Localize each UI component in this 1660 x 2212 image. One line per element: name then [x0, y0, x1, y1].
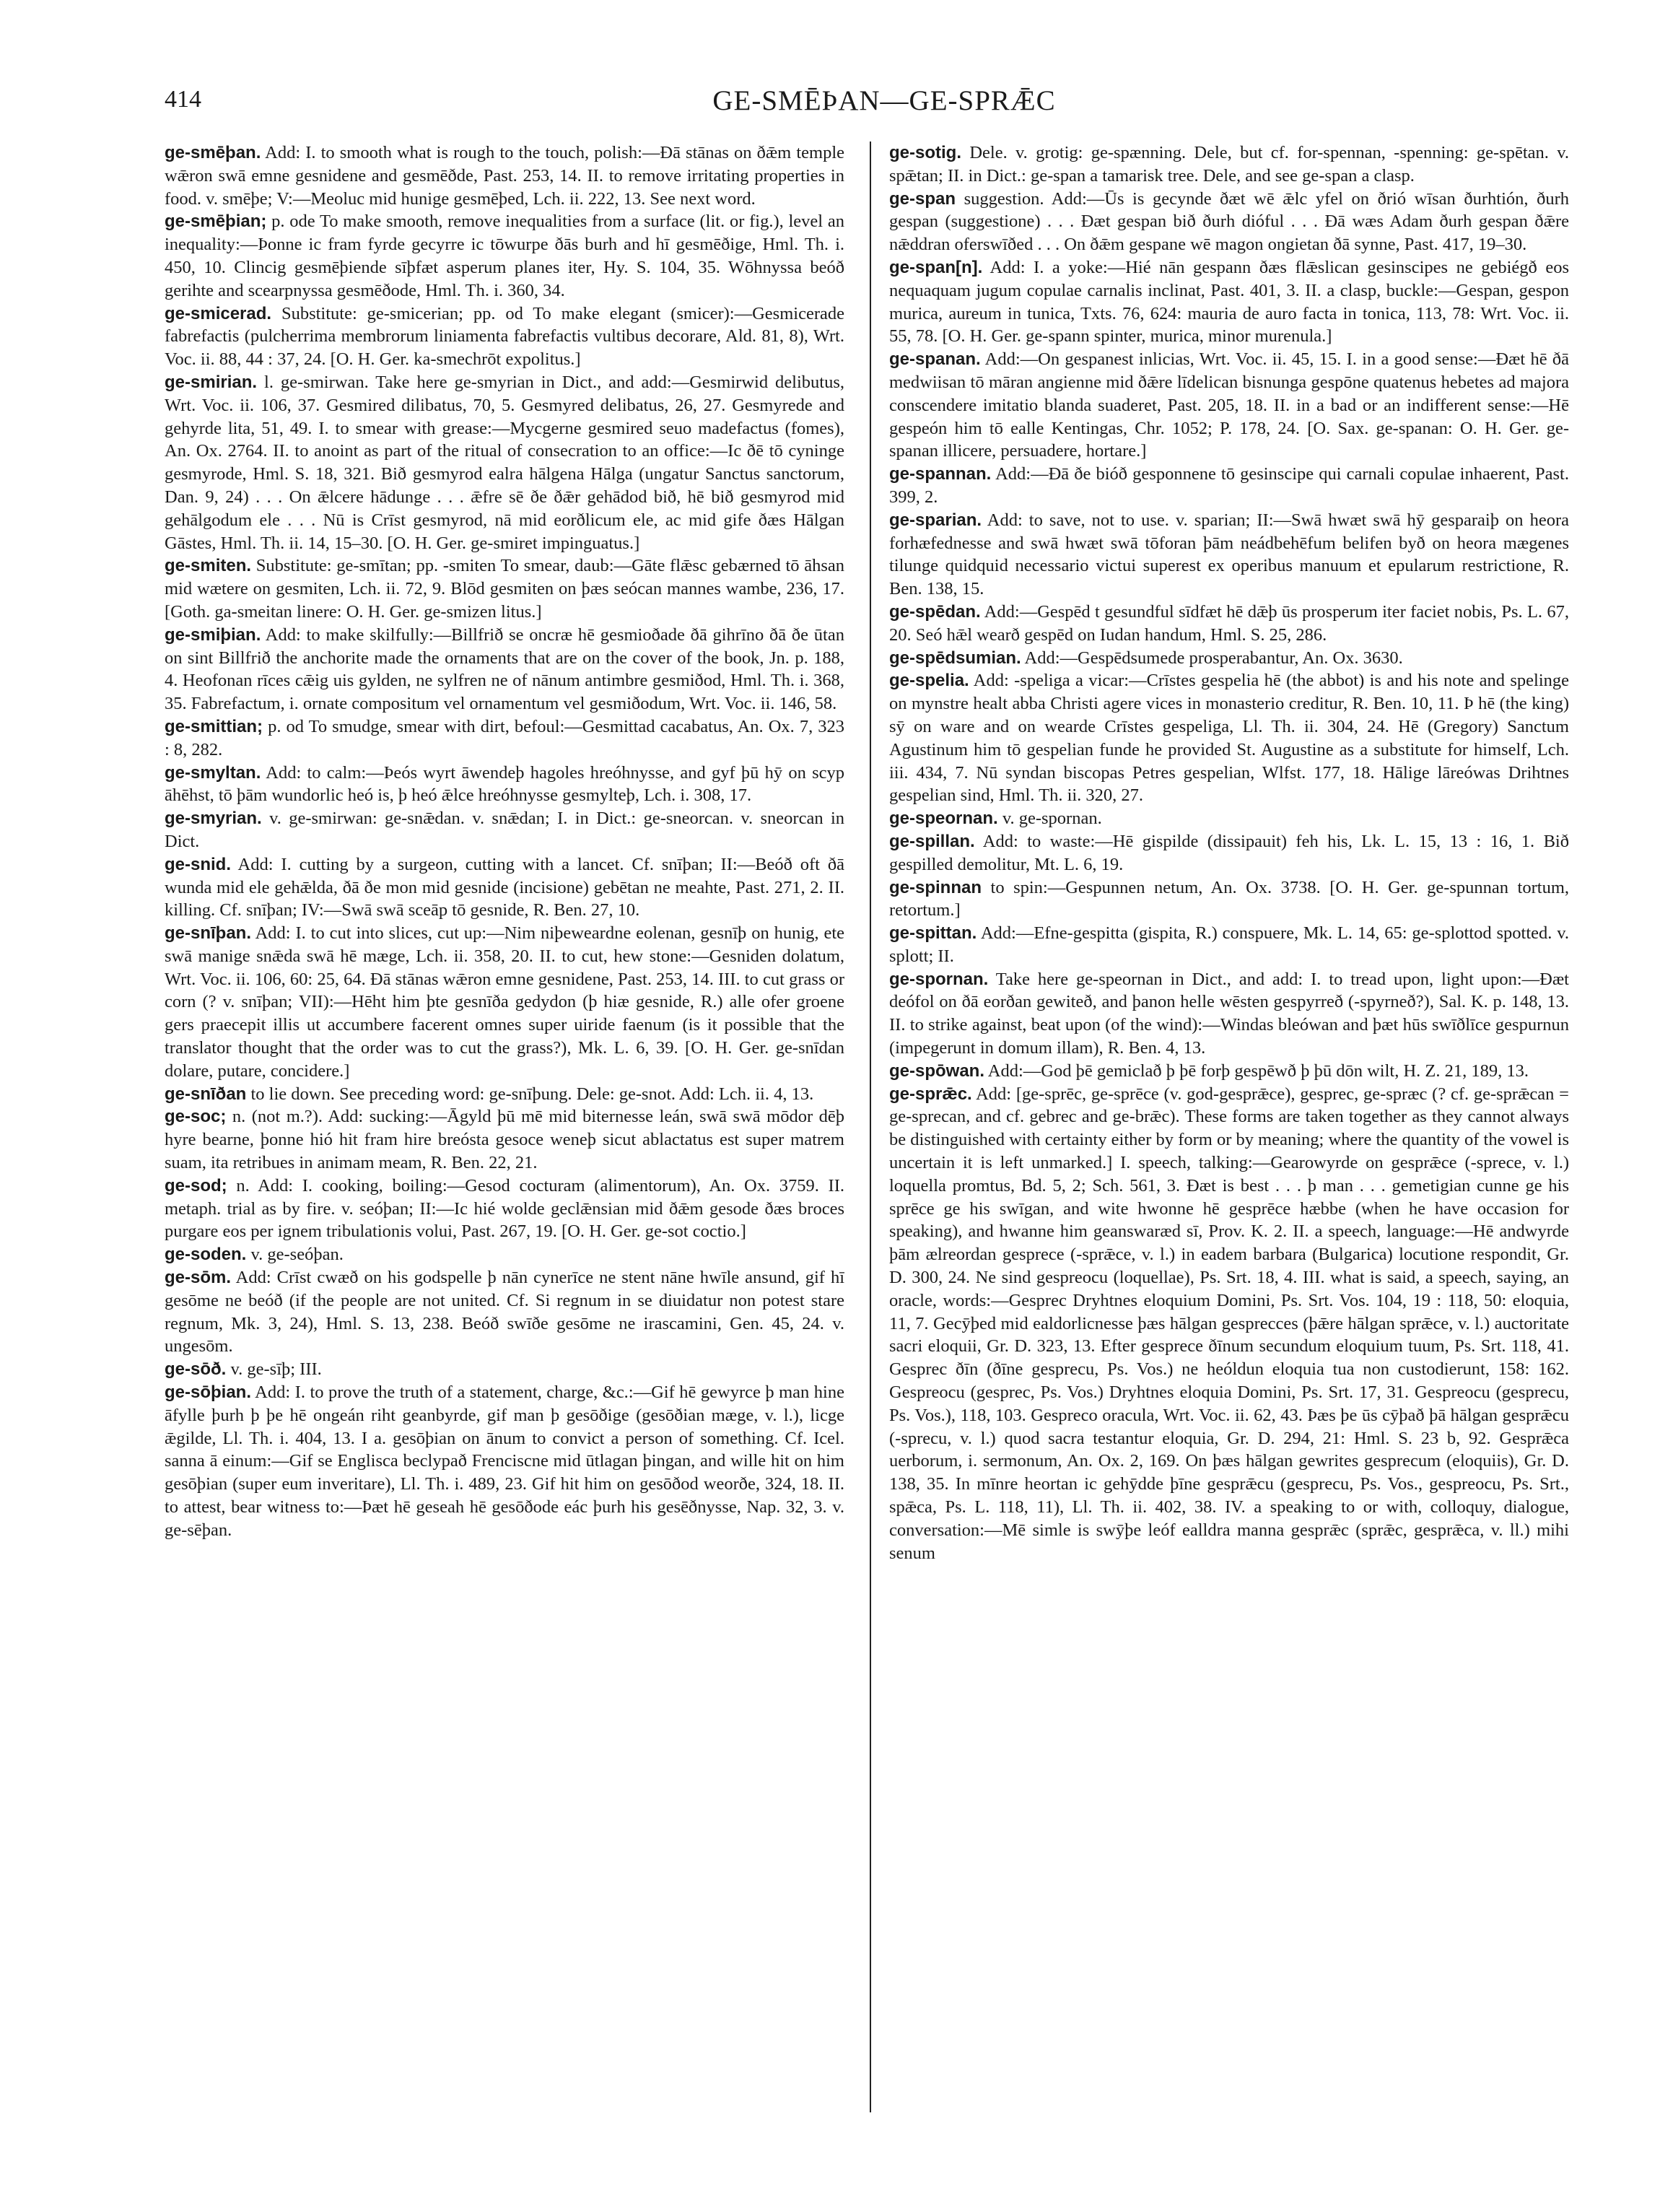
dictionary-entry [165, 302, 844, 371]
dictionary-entry [165, 853, 844, 922]
entry-definition: Add:—Ðā ðe bióð gesponnene tō gesinscipe qui carnali copulae inhaerent, Past. 399, 2. [889, 464, 1569, 507]
dictionary-entry [889, 1083, 1569, 1565]
entry-headword: ge-spillan. [889, 831, 975, 851]
dictionary-entry [165, 210, 844, 302]
dictionary-entry [165, 1266, 844, 1358]
page-number: 414 [165, 86, 201, 113]
dictionary-entry [165, 141, 844, 210]
entry-definition: p. od To smudge, smear with dirt, befoul:—Gesmittad cacabatus, An. Ox. 7, 323 : 8, 282. [165, 716, 844, 759]
entry-definition: n. (not m.?). Add: sucking:—Āgyld þū mē mid biternesse leán, swā swā mōdor dēþ hyre bearne, þonne hió hit fram hire breósta gesoce weneþ sicut ablactatus est super matrem suam, ita retribues in animam meam, R. Ben. 22, 21. [165, 1107, 844, 1173]
entry-headword: ge-snīþan. [165, 923, 252, 944]
entry-definition: Add:—Gespēd t gesundful sīdfæt hē dǣþ ūs prosperum iter faciet nobis, Ps. L. 67, 20. Seó hǣl wearð gespēd on Iudan handum, Hml. S. 25, 286. [889, 601, 1569, 645]
dictionary-entry [165, 554, 844, 623]
entry-definition: Add: [ge-sprēc, ge-sprēce (v. god-gesprǣce), gesprec, ge-spræc (? cf. ge-sprǣcan = ge-sprecan, and cf. gebrec and ge-brǣc). These forms are taken together as they cannot always be distinguished with certainty either by form or by meaning; where the quantity of the vowel is uncertain it is left unmarked.] I. speech, talking:—Gearowyrde on gesprǣce (-sprece, v. l.) loquella promtus, Bd. 5, 2; Sch. 561, 3. Ðæt is best . . . þ man . . . gemetigian cunne ge his sprēce ge his swīgan, and wite hwonne hē gesprēce hæbbe (when he have occasion for speaking), and hwanne him geanswaræd sī, Prov. K. 2. II. a speech, language:—Hē andwyrde þām ælreordan gesprece (-sprǣce, v. l.) in eadem barbara (Bulgarica) locutione respondit, Gr. D. 300, 24. Ne sind gespreocu (loquellae), Ps. Srt. 18, 4. III. what is said, a speech, saying, an oracle, words:—Gesprec Dryhtnes eloquium Domini, Ps. Srt. Vos. 104, 19 : 118, 50: eloquia, 11, 7. Gecȳþed mid ealdorlicnesse þæs hālgan gesprecces (þǣre hālgan sprǣce, v. l.) auctoritate sacri eloquii, Gr. D. 323, 13. Efter gesprece ðīnum secundum eloquium tuum, Ps. Srt. 118, 41. Gesprec ðīn (ðīne gesprecu, Ps. Vos.) ne heóldun eloquia tua non custodierunt, 158: 162. Gespreocu (gesprec, Ps. Vos.) Dryhtnes eloquia Domini, Ps. Srt. 17, 31. Gespreocu (gesprecu, Ps. Vos.), 118, 103. Gespreco oracula, Wrt. Voc. ii. 62, 43. Þæs þe ūs cȳþað þā hālgan gesprǣcu (-sprecu, v. l.) quod sacra testantur eloquia, Gr. D. 294, 21: Hml. S. 23 b, 92. Gesprǣca uerborum, i. sermonum, An. Ox. 2, 169. On þæs hālgan gewrites gesprecum (eloquiis), Gr. D. 138, 35. In mīnre heortan ic gehȳdde þīne gesprǣcu (gesprecu, Ps. Vos., gespreocu, Ps. Srt., spǣca, Ps. L. 118, 11), Ll. Th. ii. 402, 38. IV. a speaking to or with, colloquy, dialogue, conversation:—Mē simle is swȳþe leóf ealldra manna gesprǣc (sprǣc, gesprǣca, v. ll.) mihi senum [889, 1084, 1569, 1563]
entry-definition: Add: to calm:—Þeós wyrt āwendeþ hagoles hreóhnysse, and gyf þū hȳ on scyp āhēhst, tō þām wundorlic heó is, þ heó ǣlce hreóhnysse gesmylteþ, Lch. i. 308, 17. [165, 762, 844, 806]
dictionary-entry [889, 1060, 1569, 1083]
entry-definition: to lie down. See preceding word: ge-snīþung. Dele: ge-snot. Add: Lch. ii. 4, 13. [250, 1084, 814, 1104]
dictionary-entry [889, 876, 1569, 923]
left-column [165, 141, 844, 2127]
entry-headword: ge-spittan. [889, 923, 977, 944]
dictionary-entry [889, 256, 1569, 348]
entry-headword: ge-speornan. [889, 809, 998, 829]
dictionary-entry [889, 968, 1569, 1060]
entry-definition: Take here ge-speornan in Dict., and add: I. to tread upon, light upon:—Ðæt deófol on ðā eorðan gewiteð, and þanon helle wēsten gespyrreð (-spyrneð?), Sal. K. p. 148, 13. II. to strike against, beat upon (of the wind):—Windas bleówan and þæt hūs swīðlīce gespurnun (impegerunt in domum illam), R. Ben. 4, 13. [889, 969, 1569, 1058]
entry-headword: ge-smiþian. [165, 624, 261, 645]
entry-definition: Add: Crīst cwæð on his godspelle þ nān cynerīce ne stent nāne hwīle ansund, gif hī gesōme ne beóð (if the people are not united. Cf. Si regnum in se diuidatur non potest stare regnum, Mk. 3, 24), Hml. S. 13, 238. Beóð swīðe gesōme ne irascamini, Gen. 45, 24. v. ungesōm. [165, 1268, 844, 1357]
entry-definition: v. ge-spornan. [1002, 809, 1102, 829]
dictionary-entry [889, 807, 1569, 830]
dictionary-entry [889, 188, 1569, 256]
entry-headword: ge-spēdsumian. [889, 648, 1021, 668]
dictionary-entry [889, 463, 1569, 509]
entry-headword: ge-snid. [165, 854, 232, 874]
entry-headword: ge-sōm. [165, 1268, 232, 1288]
entry-definition: n. Add: I. cooking, boiling:—Gesod cocturam (alimentorum), An. Ox. 3759. II. metaph. trial as by fire. v. seóþan; II:—Ic hié wolde geclǣnsian mid ðǣm gesode ðæs broces purgare eos per ignem tribulationis volui, Past. 267, 19. [O. H. Ger. ge-sot coctio.] [165, 1175, 844, 1242]
entry-definition: Dele. v. grotig: ge-spænning. Dele, but cf. for-spennan, -spenning: ge-spētan. v. spǣtan; II. in Dict.: ge-span a tamarisk tree. Dele, and see ge-span a clasp. [889, 143, 1569, 186]
dictionary-entry [889, 348, 1569, 463]
dictionary-entry [165, 1083, 844, 1106]
entry-headword: ge-smyrian. [165, 809, 262, 829]
entry-headword: ge-snīðan [165, 1084, 247, 1104]
dictionary-entry [889, 647, 1569, 670]
dictionary-entry [165, 1175, 844, 1243]
entry-definition: Add:—God þē gemiclað þ þē forþ gespēwð þ þū dōn wilt, H. Z. 21, 189, 13. [987, 1061, 1529, 1081]
dictionary-entry [889, 669, 1569, 807]
dictionary-entry [889, 830, 1569, 876]
entry-headword: ge-spornan. [889, 969, 989, 989]
dictionary-entry [165, 762, 844, 808]
entry-definition: l. ge-smirwan. Take here ge-smyrian in Dict., and add:—Gesmirwid delibutus, Wrt. Voc. ii. 106, 37. Gesmired dilibatus, 70, 5. Gesmyred delibatus, 26, 27. Gesmyrede and gehyrde lita, 51, 49. I. to smear with grease:—Mycgerne gesmired seuo madefactus (fomes), An. Ox. 2764. II. to anoint as part of the ritual of consecration to an office:—Ic ðē tō cyninge gesmyrode, Hml. S. 18, 321. Bið gesmyrod ealra hālgena Hālga (ungatur Sanctus sanctorum, Dan. 9, 24) . . . On ǣlcere hādunge . . . ǣfre sē ðe ðǣr gehādod bið, hē bið gesmyrod mid gehālgodum ele . . . Nū is Crīst gesmyrod, nā mid eorðlicum ele, ac mid gife ðæs Hālgan Gāstes, Hml. Th. ii. 14, 15–30. [O. H. Ger. ge-smiret impinguatus.] [165, 372, 844, 553]
entry-definition: Add: to waste:—Hē gispilde (dissipauit) feh his, Lk. L. 15, 13 : 16, 1. Bið gespilled demolitur, Mt. L. 6, 19. [889, 831, 1569, 874]
entry-definition: v. ge-seóþan. [250, 1245, 344, 1265]
column-divider [870, 141, 871, 2112]
entry-definition: to spin:—Gespunnen netum, An. Ox. 3738. [O. H. Ger. ge-spunnan tortum, retortum.] [889, 877, 1569, 920]
entry-headword: ge-sprǣc. [889, 1084, 972, 1104]
dictionary-entry [165, 922, 844, 1083]
dictionary-entry [165, 1105, 844, 1174]
entry-headword: ge-span[n]. [889, 257, 983, 277]
dictionary-entry [165, 807, 844, 853]
entry-headword: ge-spēdan. [889, 601, 981, 622]
dictionary-entry [165, 1358, 844, 1381]
entry-headword: ge-soc; [165, 1107, 227, 1127]
entry-headword: ge-span [889, 188, 956, 209]
entry-definition: Add: -speliga a vicar:—Crīstes gespelia hē (the abbot) is and his note and spelinge on mynstre healt abba Christi agere vices in monasterio creditur, R. Ben. 10, 11. Þ hē (the king) sȳ on ware and on wearde Crīstes gespeliga, Ll. Th. ii. 304, 24. Hē (Gregory) Sanctum Agustinum him tō gespelian funde he provided St. Augustine as a substitute for himself, Lch. iii. 434, 7. Nū syndan biscopas Petres gespelian, Wlfst. 177, 18. Hālige lāreówas Drihtnes gespelian sind, Hml. Th. ii. 320, 27. [889, 671, 1569, 806]
dictionary-entry [165, 715, 844, 762]
entry-headword: ge-sōþian. [165, 1382, 252, 1403]
entry-definition: Add: I. to prove the truth of a statement, charge, &c.:—Gif hē gewyrce þ man hine āfylle þurh þ þe hē ongeán riht geanbyrde, gif man þ gesōðige (gesōðian mæge, v. l.), licge ǣgilde, Ll. Th. i. 404, 13. I a. gesōþian on ānum to convict a person of something. Cf. Icel. sanna ā einum:—Gif se Englisca beclypað Frenciscne mid ūtlagan þingan, and wille hit on him gesōþian (super eum inveritare), Ll. Th. i. 489, 23. Gif hit him on gesōðod weorðe, 324, 18. II. to attest, bear witness to:—Þæt hē geseah hē gesōðode eác þurh his gesēðnysse, Nap. 32, 3. v. ge-sēþan. [165, 1382, 844, 1540]
entry-headword: ge-spanan. [889, 349, 981, 370]
entry-definition: Add: to make skilfully:—Billfrið se oncræ hē gesmioðade ðā gihrīno ðā ðe ūtan on sint Billfrið the anchorite made the ornaments that are on the cover of the book, Jn. p. 188, 4. Heofonan rīces cǣig uis gylden, ne sylfren ne of nānum antimbre gesmiðod, Hml. Th. i. 368, 35. Fabrefactum, i. ornate compositum vel ornamentum vel gesmiðodum, Wrt. Voc. ii. 146, 58. [165, 624, 844, 714]
entry-definition: Substitute: ge-smītan; pp. -smiten To smear, daub:—Gāte flǣsc gebærned tō āhsan mid wætere on gesmiten, Lch. ii. 72, 9. Blōd gesmiten on þæs seócan mannes wambe, 236, 17. [Goth. ga-smeitan linere: O. H. Ger. ge-smizen litus.] [165, 556, 844, 622]
entry-definition: Add:—Efne-gespitta (gispita, R.) conspuere, Mk. L. 14, 65: ge-splottod spotted. v. splott; II. [889, 923, 1569, 966]
entry-headword: ge-spōwan. [889, 1061, 985, 1081]
entry-headword: ge-smyltan. [165, 762, 261, 783]
entry-definition: suggestion. Add:—Ūs is gecynde ðæt wē ǣlc yfel on ðrió wīsan ðurhtión, ðurh gespan (suggestione) . . . Ðæt gespan bið ðurh dióful . . . Ðā wæs Adam ðurh gespan ðǣre nǣddran oferswīðed . . . On ðǣm gespane wē magon ongietan ðā synne, Past. 417, 19–30. [889, 188, 1569, 255]
entry-headword: ge-soden. [165, 1245, 247, 1265]
entry-headword: ge-spinnan [889, 877, 982, 897]
entry-headword: ge-smiten. [165, 556, 252, 576]
dictionary-entry [889, 601, 1569, 647]
entry-definition: Substitute: ge-smicerian; pp. od To make elegant (smicer):—Gesmicerade fabrefactis (pulcherrima membrorum liniamenta fabrefactis vultibus decorare, Ald. 81, 8), Wrt. Voc. ii. 88, 44 : 37, 24. [O. H. Ger. ka-smechrōt expolitus.] [165, 303, 844, 370]
entry-headword: ge-sod; [165, 1175, 227, 1196]
entry-headword: ge-smēþian; [165, 212, 267, 232]
dictionary-entry [165, 1381, 844, 1542]
entry-headword: ge-smēþan. [165, 143, 261, 162]
entry-definition: Add: I. a yoke:—Hié nān gespann ðæs flǣslican gesinscipes ne gebiégð eos nequaquam jugum copulae carnalis inclinat, Past. 401, 3. II. a clasp, buckle:—Gespan, gespon murica, aureum in tunica, Txts. 76, 624: mauria de auro facta in tonica, 113, 78: Wrt. Voc. ii. 55, 78. [O. H. Ger. ge-spann spinter, murica, minor murenula.] [889, 257, 1569, 347]
entry-headword: ge-smicerad. [165, 303, 272, 323]
right-column [889, 141, 1569, 2127]
entry-definition: v. ge-sīþ; III. [230, 1359, 322, 1380]
entry-headword: ge-spelia. [889, 671, 969, 691]
entry-definition: Add:—On gespanest inlicias, Wrt. Voc. ii. 45, 15. I. in a good sense:—Ðæt hē ðā medwiisan tō māran angienne mid ðǣre līdelican bisnunga gespōne quatenus hebetes ad majora conscendere imitatio blanda suaderet, Past. 205, 18. II. in a bad or an indifferent sense:—Hē gespeón him tō ealle Kentingas, Chr. 1052; P. 178, 24. [O. Sax. ge-spanan: O. H. Ger. ge-spanan illicere, persuadere, hortare.] [889, 349, 1569, 461]
entry-headword: ge-sōð. [165, 1359, 227, 1380]
entry-headword: ge-smirian. [165, 372, 258, 392]
running-title: GE-SMĒÞAN—GE-SPRǢC [712, 85, 1056, 116]
entry-headword: ge-sparian. [889, 510, 982, 530]
entry-headword: ge-smittian; [165, 716, 263, 736]
page-header [165, 85, 1604, 129]
entry-definition: Add: I. to smooth what is rough to the touch, polish:—Ðā stānas on ðǣm temple wǣron swā emne gesnidene and gesmēðde, Past. 253, 14. II. to remove irritating properties in food. v. smēþe; V:—Meoluc mid hunige gesmēþed, Lch. ii. 222, 13. See next word. [165, 143, 844, 209]
dictionary-entry [165, 371, 844, 554]
dictionary-entry [165, 1243, 844, 1266]
entry-definition: Add: I. cutting by a surgeon, cutting with a lancet. Cf. snīþan; II:—Beóð oft ðā wunda mid ele gehǣlda, ðā ðe mon mid gesnide (incisione) gebētan ne meahte, Past. 271, 2. II. killing. Cf. snīþan; IV:—Swā swā sceāp tō gesnide, R. Ben. 27, 10. [165, 854, 844, 920]
entry-headword: ge-spannan. [889, 464, 992, 484]
entry-headword: ge-sotig. [889, 143, 961, 162]
entry-definition: Add: I. to cut into slices, cut up:—Nim niþeweardne eolenan, gesnīþ on hunig, ete swā manige snǣda swā hē mæge, Lch. ii. 358, 20. II. to cut, hew stone:—Gesniden dolatum, Wrt. Voc. ii. 106, 60: 25, 64. Ðā stānas wǣron emne gesnidene, Past. 253, 14. III. to cut grass or corn (? v. snīþan; VII):—Hēht him þte gesnīða gedydon (þ hiæ gesnide, R.) alle ofer groene gers praecepit illis ut accumbere facerent omnes super uiride faenum (is it possible that the translator thought that the order was to cut the grass?), Mk. L. 6, 39. [O. H. Ger. ge-snīdan dolare, putare, concidere.] [165, 923, 844, 1081]
entry-definition: Add:—Gespēdsumede prosperabantur, An. Ox. 3630. [1024, 648, 1403, 668]
dictionary-entry [889, 141, 1569, 188]
entry-definition: v. ge-smirwan: ge-snǣdan. v. snǣdan; I. in Dict.: ge-sneorcan. v. sneorcan in Dict. [165, 809, 844, 851]
dictionary-entry [889, 922, 1569, 968]
dictionary-entry [165, 624, 844, 715]
dictionary-entry [889, 509, 1569, 601]
entry-definition: p. ode To make smooth, remove inequalities from a surface (lit. or fig.), level an inequality:—Þonne ic fram fyrde gecyrre ic tōwurpe ðās burh and hī gesmēðige, Hml. Th. i. 450, 10. Clincig gesmēþiende sīþfæt asperum planes iter, Hy. S. 104, 35. Wōhnyssa beóð gerihte and scearpnyssa gesmēðode, Hml. Th. i. 360, 34. [165, 212, 844, 300]
entry-definition: Add: to save, not to use. v. sparian; II:—Swā hwæt swā hȳ gesparaiþ on heora forhæfednesse and swā hwæt swā tōforan þām neádbehēfum belifen byð on heora mægenes tilunge quidquid necessario victui superest ex operibus manuum et epularum restrictione, R. Ben. 138, 15. [889, 510, 1569, 599]
